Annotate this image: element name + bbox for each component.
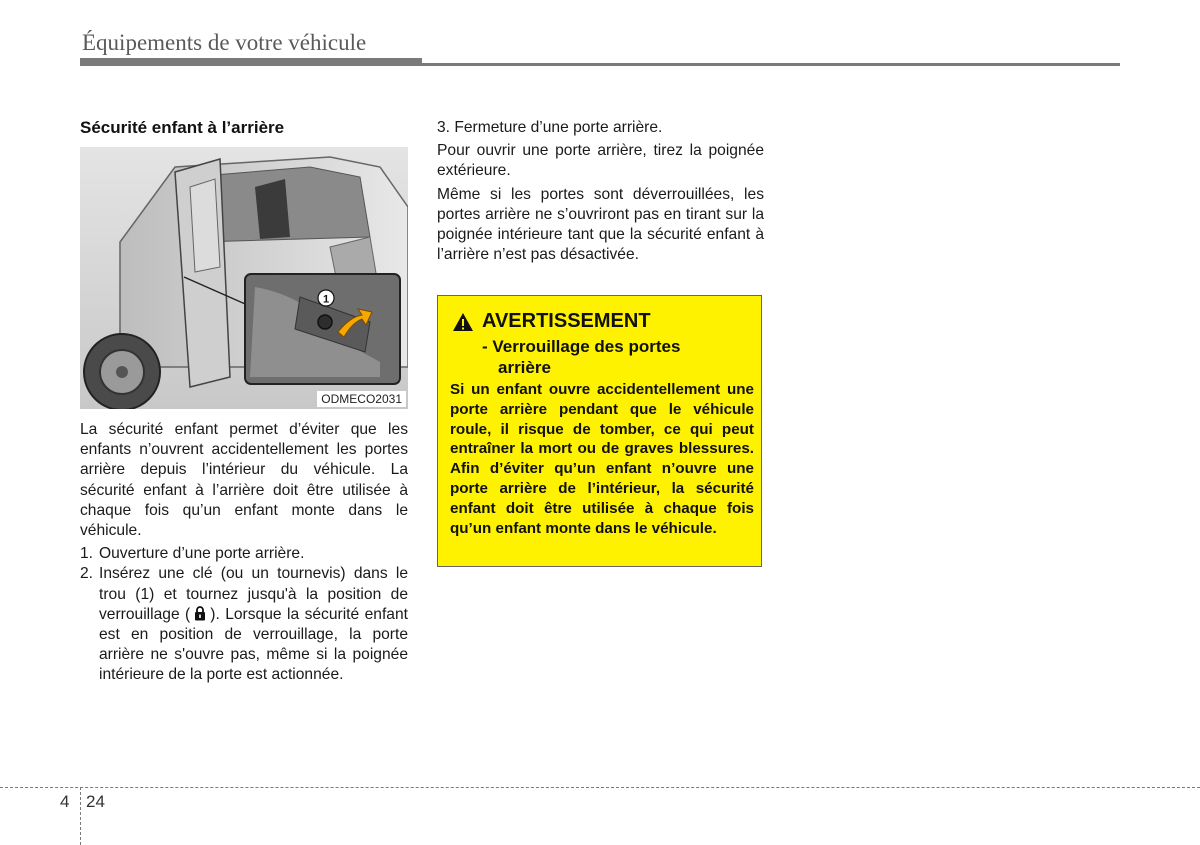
warning-box	[437, 295, 762, 567]
list-number: 2.	[80, 565, 94, 583]
lock-icon	[194, 606, 206, 621]
step-3: 3. Fermeture d’une porte arrière.	[437, 119, 663, 136]
header-rule-thin	[422, 63, 1120, 66]
page-header-title: Équipements de votre véhicule	[82, 30, 367, 55]
open-instructions: Pour ouvrir une porte arrière, tirez la poignée extérieure.	[437, 142, 764, 180]
warning-title: AVERTISSEMENT	[482, 310, 651, 332]
footer-rule	[0, 787, 1200, 788]
list-text-part-a: Insérez une clé (ou un tournevis) dans le trou (1) et tournez jusqu'à la position de verrouillage (	[99, 565, 408, 623]
section-title: Sécurité enfant à l’arrière	[80, 118, 285, 137]
list-item-2	[80, 564, 408, 685]
warning-subtitle	[482, 336, 752, 378]
chapter-number: 4	[60, 792, 70, 811]
header-rule-thick	[80, 58, 422, 66]
list-text	[99, 564, 408, 685]
car-door-illustration	[80, 147, 408, 409]
footer-divider	[80, 787, 81, 845]
figure-code: ODMECO2031	[317, 391, 406, 407]
warning-subtitle-line1: - Verrouillage des portes	[482, 337, 681, 356]
warning-header	[452, 310, 651, 333]
figure-callout-1: 1	[322, 293, 330, 306]
left-column-text	[80, 420, 408, 686]
warning-body: Si un enfant ouvre accidentellement une porte arrière pendant que le véhicule roule, il risque de tomber, ce qui peut entraîner la mort ou de graves blessures. Afin d’éviter qu’un enfant n’ouvre une porte arrière de l’intérieur, la sécurité enfant doit être utilisée à chaque fois qu’un enfant monte dans le véhicule.	[450, 381, 754, 537]
unlock-note: Même si les portes sont déverrouillées, les portes arrière ne s’ouvriront pas en tirant sur la poignée intérieure tant que la sécurité enfant à l’arrière n’est pas désactivée.	[437, 185, 764, 264]
list-text: Ouverture d’une porte arrière.	[99, 545, 305, 563]
right-column-text	[437, 118, 764, 268]
list-number: 1.	[80, 545, 94, 563]
page-number: 24	[86, 792, 105, 811]
intro-paragraph: La sécurité enfant permet d’éviter que les enfants n’ouvrent accidentellement les portes arrière depuis l’intérieur du véhicule. La sécurité enfant à l’arrière doit être utilisée à chaque fois qu’un enfant monte dans le véhicule.	[80, 421, 408, 540]
child-lock-figure	[80, 147, 408, 409]
warning-subtitle-line2: arrière	[498, 358, 551, 377]
list-item-1	[80, 544, 408, 564]
list-text-part-b: ). Lorsque la sécurité enfant est en position de verrouillage, la porte arrière ne s'ouvre pas, même si la poignée intérieure de la porte est actionnée.	[99, 605, 408, 684]
warning-triangle-icon	[452, 312, 474, 332]
